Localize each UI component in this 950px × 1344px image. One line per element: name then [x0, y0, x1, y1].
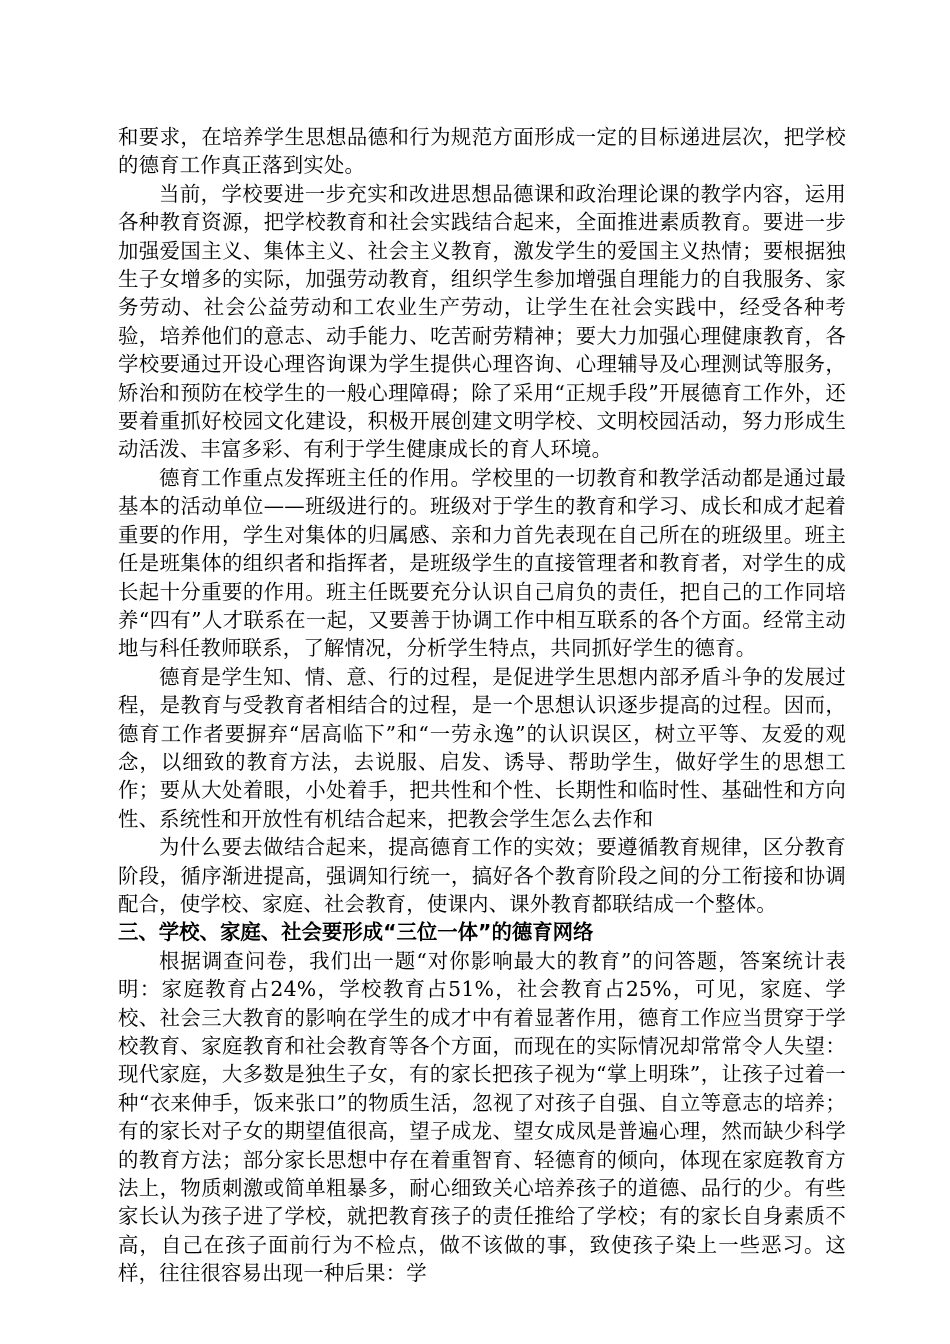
paragraph-head-teacher: 德育工作重点发挥班主任的作用。学校里的一切教育和教学活动都是通过最基本的活动单位——班级进行的。班级对于学生的教育和学习、成长和成才起着重要的作用，学生对集体的归属感、亲和力首先表现在自己所在的班级里。班主任是班集体的组织者和指挥者，是班级学生的直接管理者和教育者，对学生的成长起十分重要的作用。班主任既要充分认识自己肩负的责任，把自己的工作同培养“四有”人才联系在一起，又要善于协调工作中相互联系的各个方面。经常主动地与科任教师联系，了解情况，分析学生特点，共同抓好学生的德育。 — [118, 465, 846, 661]
paragraph-continuation: 和要求，在培养学生思想品德和行为规范方面形成一定的目标递进层次，把学校的德育工作真正落到实处。 — [118, 125, 846, 178]
paragraph-survey: 根据调查问卷，我们出一题“对你影响最大的教育”的问答题，答案统计表明：家庭教育占24%，学校教育占51%，社会教育占25%，可见，家庭、学校、社会三大教育的影响在学生的成才中有着显著作用，德育工作应当贯穿于学校教育、家庭教育和社会教育等各个方面，而现在的实际情况却常常令人失望：现代家庭，大多数是独生子女，有的家长把孩子视为“掌上明珠”，让孩子过着一种“衣来伸手，饭来张口”的物质生活，忽视了对孩子自强、自立等意志的培养；有的家长对子女的期望值很高，望子成龙、望女成凤是普遍心理，然而缺少科学的教育方法；部分家长思想中存在着重智育、轻德育的倾向，体现在家庭教育方法上，物质刺激或简单粗暴多，耐心细致关心培养孩子的道德、品行的少。有些家长认为孩子进了学校，就把教育孩子的责任推给了学校；有的家长自身素质不高，自己在孩子面前行为不检点，做不该做的事，致使孩子染上一些恶习。这样，往往很容易出现一种后果：学 — [118, 948, 846, 1286]
paragraph-curriculum: 当前，学校要进一步充实和改进思想品德课和政治理论课的教学内容，运用各种教育资源，把学校教育和社会实践结合起来，全面推进素质教育。要进一步加强爱国主义、集体主义、社会主义教育，激发学生的爱国主义热情；要根据独生子女增多的实际，加强劳动教育，组织学生参加增强自理能力的自我服务、家务劳动、社会公益劳动和工农业生产劳动，让学生在社会实践中，经受各种考验，培养他们的意志、动手能力、吃苦耐劳精神；要大力加强心理健康教育，各学校要通过开设心理咨询课为学生提供心理咨询、心理辅导及心理测试等服务，矫治和预防在校学生的一般心理障碍；除了采用“正规手段”开展德育工作外，还要着重抓好校园文化建设，积极开展创建文明学校、文明校园活动，努力形成生动活泼、丰富多彩、有利于学生健康成长的育人环境。 — [118, 181, 846, 462]
section-heading: 三、学校、家庭、社会要形成“三位一体”的德育网络 — [118, 920, 594, 945]
paragraph-moral-process: 德育是学生知、情、意、行的过程，是促进学生思想内部矛盾斗争的发展过程，是教育与受教育者相结合的过程，是一个思想认识逐步提高的过程。因而，德育工作者要摒弃“居高临下”和“一劳永逸”的认识误区，树立平等、友爱的观念，以细致的教育方法，去说服、启发、诱导、帮助学生，做好学生的思想工作；要从大处着眼，小处着手，把共性和个性、长期性和临时性、基础性和方向性、系统性和开放性有机结合起来，把教会学生怎么去作和 — [118, 664, 846, 831]
paragraph-effectiveness: 为什么要去做结合起来，提高德育工作的实效；要遵循教育规律，区分教育阶段，循序渐进提高，强调知行统一，搞好各个教育阶段之间的分工衔接和协调配合，使学校、家庭、社会教育，使课内、课外教育都联结成一个整体。 — [118, 835, 846, 916]
